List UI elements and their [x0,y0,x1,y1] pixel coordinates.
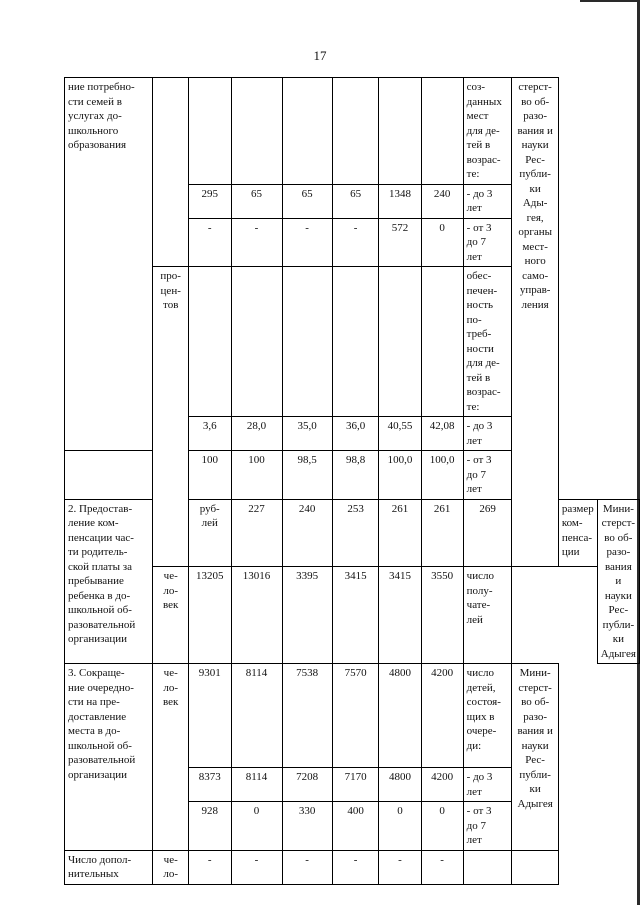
section3-executor: Мини- стерст- во об- разо- вания и науки Рес- публи- ки Адыгея [512,664,558,851]
table-row: 3,6 28,0 35,0 36,0 40,55 42,08 - до 3 лет [65,417,640,451]
table-row: 295 65 65 65 1348 240 - до 3 лет [65,184,640,218]
indicator-created-places: соз- данных мест для де- тей в возрас- те: [463,78,512,185]
section2-name: 2. Предостав- ление ком- пенсации час- ти родитель- ской платы за пребывание ребенка в до- школьной об- разовательной организации [65,499,153,664]
section3-name: 3. Сокраще- ние очередно- сти на пре- доставление места в до- школьной об- разовательной организации [65,664,153,851]
table-row: че- ло- век 13205 13016 3395 3415 3415 3550 число полу- чате- лей [65,567,640,664]
table-row: 2. Предостав- ление ком- пенсации час- ти родитель- ской платы за пребывание ребенка в до- школьной об- разовательной организации руб- лей 227 240 253 261 261 269 размер ком- пенса- ции Мини- стерст- во об- разо- вания и науки Рес- публи- ки Адыгея [65,499,640,567]
page-edge-shadow-top [580,0,640,2]
table-row: - - - - 572 0 - от 3 до 7 лет [65,218,640,267]
section2-executor: Мини- стерст- во об- разо- вания и науки Рес- публи- ки Адыгея [597,499,639,664]
section1-unit-empty [153,78,189,267]
section1-name: ние потребно- сти семей в услугах до- школьного образования [65,78,153,451]
page-number: 17 [313,48,327,63]
table-row: 928 0 330 400 0 0 - от 3 до 7 лет [65,802,640,851]
table-row: Число допол- нительных че- ло- - - - - - - [65,850,640,884]
table-row: 8373 8114 7208 7170 4800 4200 - до 3 лет [65,768,640,802]
section4-name: Число допол- нительных [65,850,153,884]
table-row: 3. Сокраще- ние очередно- сти на пре- доставление места в до- школьной об- разовательной организации че- ло- век 9301 8114 7538 7570 4800 4200 число детей, состоя- щих в очере- ди: Мини- стерст- во об- разо- вания и науки Рес- публи- ки Адыгея [65,664,640,768]
section3-unit: че- ло- век [153,664,189,851]
indicator-provision: обес- печен- ность по- треб- ности для де- тей в возрас- те: [463,267,512,417]
blank-cell [65,451,153,500]
section1-unit-percent: про- цен- тов [153,267,189,567]
section1-executor: стерст- во об- разо- вания и науки Рес- публи- ки Ады- гея, органы мест- ного само- управ- ления [512,78,558,567]
program-indicators-table [64,77,640,885]
table-row: 100 100 98,5 98,8 100,0 100,0 - от 3 до 7 лет [65,451,640,500]
